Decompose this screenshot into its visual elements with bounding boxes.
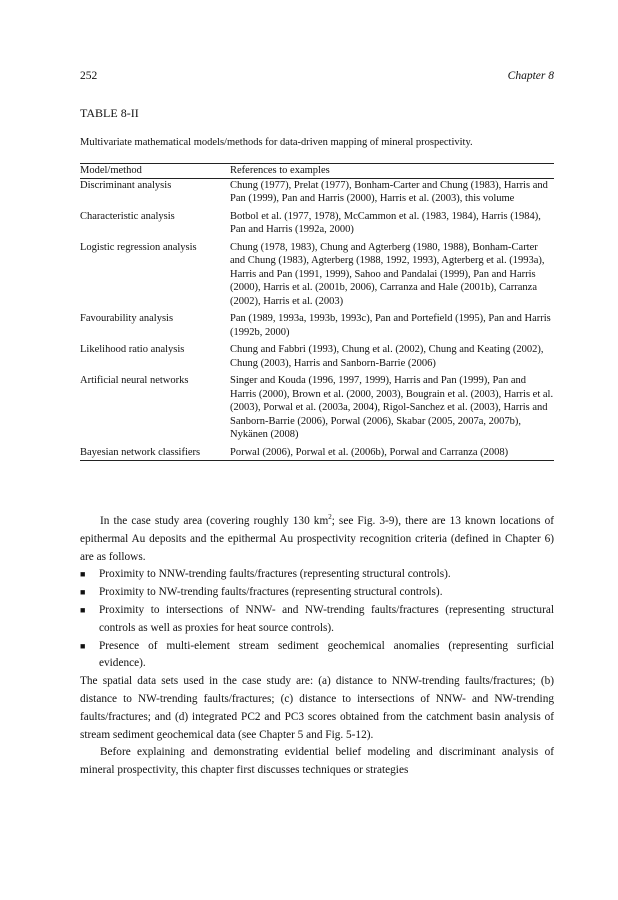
bullet-square-icon: ■	[80, 604, 86, 615]
bullet-square-icon: ■	[80, 587, 86, 598]
table-label: TABLE 8-II	[80, 106, 139, 120]
paragraph: Before explaining and demonstrating evidential belief modeling and discriminant analysis of mineral prospectivity, this chapter first discusses techniques or strategies	[80, 746, 554, 777]
references-cell: Chung (1978, 1983), Chung and Agterberg (1980, 1988), Bonham-Carter and Chung (1983), Agterberg (1988, 1992, 1993), Agterberg et al. (1993a), Harris and Pan (1991, 1999), Sahoo and Pandalai (1999), Pan and Harris (2000), Harris et al. (2001b, 2006), Carranza and Hale (2001b), Carranza (2002), Harris et al. (2003)	[230, 241, 545, 307]
model-cell: Likelihood ratio analysis	[80, 344, 185, 355]
model-cell: Logistic regression analysis	[80, 241, 197, 253]
list-item-text: Presence of multi-element stream sediment geochemical anomalies (representing surficial evidence).	[99, 639, 554, 670]
list-item	[80, 602, 554, 638]
table-row	[80, 374, 554, 446]
models-table	[80, 163, 554, 461]
list-item	[80, 638, 554, 674]
list-item	[80, 584, 554, 602]
bullet-square-icon: ■	[80, 569, 86, 580]
page-number: 252	[80, 70, 98, 82]
references-cell: Chung and Fabbri (1993), Chung et al. (2002), Chung and Keating (2002), Chung (2003), Harris and Sanborn-Barrie (2006)	[230, 344, 544, 369]
table-header-row	[80, 164, 554, 179]
references-cell: Porwal (2006), Porwal et al. (2006b), Porwal and Carranza (2008)	[230, 446, 554, 461]
list-item	[80, 566, 554, 584]
references-cell: Botbol et al. (1977, 1978), McCammon et al. (1983, 1984), Harris (1984), Pan and Harris (1992a, 2000)	[230, 210, 541, 235]
list-item-text: Proximity to NW-trending faults/fractures (representing structural controls).	[99, 586, 443, 599]
table-row	[80, 241, 554, 313]
table-row	[80, 178, 554, 210]
references-cell: Chung (1977), Prelat (1977), Bonham-Carter and Chung (1983), Harris and Pan (1999), Pan and Harris (2000), Harris et al. (2003), this volume	[230, 179, 548, 204]
paragraph	[80, 513, 554, 566]
column-header-references: References to examples	[230, 164, 554, 179]
references-cell: Singer and Kouda (1996, 1997, 1999), Harris and Pan (1999), Pan and Harris (2000), Brown et al. (2000, 2003), Bougrain et al. (2003), Harris et al. (2003), Porwal et al. (2003a, 2004), Rigol-Sanchez et al. (2003), Harris and Sanborn-Barrie (2006), Porwal (2006), Skabar (2005, 2007a, 2007b), Nykänen (2008)	[230, 375, 554, 440]
table-row	[80, 343, 554, 374]
superscript: 2	[328, 513, 332, 522]
table-row	[80, 210, 554, 241]
references-cell: Pan (1989, 1993a, 1993b, 1993c), Pan and Portefield (1995), Pan and Harris (1992b, 2000)	[230, 313, 551, 338]
table-row	[80, 446, 554, 461]
bullet-square-icon: ■	[80, 640, 86, 651]
page-header	[80, 70, 554, 86]
column-header-model: Model/method	[80, 164, 230, 179]
criteria-list	[80, 566, 554, 673]
model-cell: Characteristic analysis	[80, 210, 175, 222]
body-text	[80, 513, 554, 780]
table-caption: Multivariate mathematical models/methods for data-driven mapping of mineral prospectivity.	[80, 137, 473, 148]
model-cell: Discriminant analysis	[80, 179, 172, 191]
chapter-label: Chapter 8	[507, 70, 554, 82]
paragraph-text: ; see Fig. 3-9), there are 13 known locations of epithermal Au deposits and the epithermal Au prospectivity recognition criteria (defined in Chapter 6) are as follows.	[80, 515, 554, 563]
table-row	[80, 312, 554, 343]
model-cell: Artificial neural networks	[80, 375, 189, 386]
list-item-text: Proximity to intersections of NNW- and NW-trending faults/fractures (representing structural controls as well as proxies for heat source controls).	[99, 603, 554, 634]
list-item-text: Proximity to NNW-trending faults/fractures (representing structural controls).	[99, 568, 451, 581]
paragraph: The spatial data sets used in the case study are: (a) distance to NNW-trending faults/fractures; (b) distance to NW-trending faults/fractures; (c) distance to intersections of NNW- and NW-trending faults/fractures; and (d) integrated PC2 and PC3 scores obtained from the catchment basin analysis of stream sediment geochemical data (see Chapter 5 and Fig. 5-12).	[80, 675, 554, 741]
model-cell: Favourability analysis	[80, 313, 174, 324]
paragraph-text: In the case study area (covering roughly 130 km	[100, 515, 329, 527]
model-cell: Bayesian network classifiers	[80, 446, 230, 461]
